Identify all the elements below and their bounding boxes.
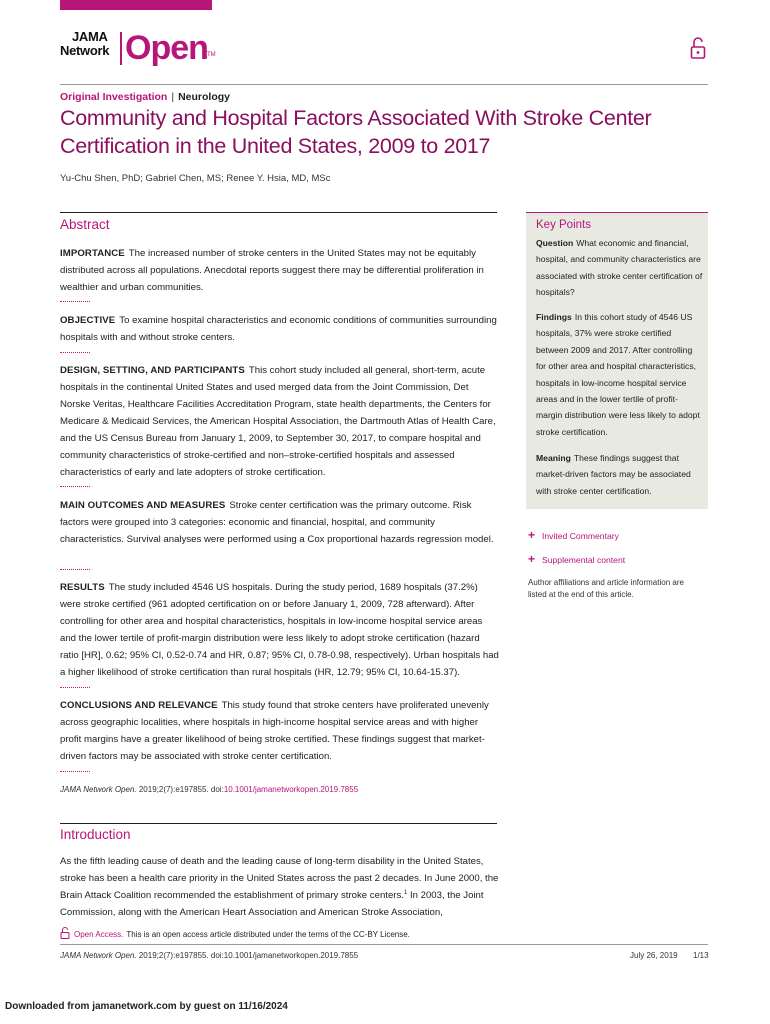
footer-citation bbox=[60, 951, 358, 960]
logo-wordmark bbox=[60, 30, 109, 58]
author-affiliations-note: Author affiliations and article information are listed at the end of this article. bbox=[528, 578, 684, 599]
section-divider bbox=[60, 687, 90, 688]
open-access-text: This is an open access article distributed under the terms of the CC-BY License. bbox=[126, 930, 410, 939]
plus-icon: + bbox=[528, 528, 536, 542]
article-section[interactable]: Neurology bbox=[178, 91, 231, 103]
article-kicker bbox=[60, 91, 230, 103]
key-point-text: What economic and financial, hospital, and community characteristics are associated with stroke center certification of hospitals? bbox=[536, 238, 703, 298]
key-point-meaning bbox=[536, 450, 704, 499]
footer-date: July 26, 2019 bbox=[630, 951, 678, 960]
article-type[interactable]: Original Investigation bbox=[60, 91, 168, 103]
abstract-conclusions bbox=[60, 697, 500, 765]
key-points-box bbox=[526, 212, 708, 509]
key-point-text: In this cohort study of 4546 US hospitals, 37% were stroke certified between 2009 and 2017. After controlling for other area and hospital characteristics, hospitals in low-income hospital service areas and in the lower tertile of profit-margin distribution were less likely to adopt stroke certification. bbox=[536, 312, 700, 437]
invited-commentary-link[interactable] bbox=[528, 528, 619, 542]
kicker-separator: | bbox=[171, 91, 175, 103]
abstract-results bbox=[60, 579, 500, 681]
footer-page-number: 1/13 bbox=[693, 951, 709, 960]
key-point-question bbox=[536, 235, 704, 301]
header-rule bbox=[60, 84, 708, 85]
supplemental-content-link[interactable] bbox=[528, 552, 625, 566]
footer-rule bbox=[60, 944, 708, 945]
section-label: MAIN OUTCOMES AND MEASURES bbox=[60, 500, 226, 511]
download-stamp: Downloaded from jamanetwork.com by guest on 11/16/2024 bbox=[5, 1001, 288, 1012]
intro-text-part1: As the fifth leading cause of death and the leading cause of long-term disability in the United States, stroke has been a health care priority in the United States across the past 2 decades. In June 2000, the Brain Attack Coalition recommended the establishment of primary stroke centers. bbox=[60, 856, 499, 901]
citation-ref: 2019;2(7):e197855. doi: bbox=[136, 785, 224, 794]
footer-journal: JAMA Network Open. bbox=[60, 951, 137, 960]
supplemental-content-label: Supplemental content bbox=[542, 555, 626, 565]
key-point-findings bbox=[536, 309, 704, 440]
section-divider bbox=[60, 301, 90, 302]
open-lock-icon[interactable] bbox=[690, 36, 706, 60]
jama-network-open-logo[interactable] bbox=[60, 30, 260, 70]
key-point-label: Question bbox=[536, 238, 574, 248]
section-text: This study found that stroke centers have proliferated unevenly across geographic localities, where hospitals in high-income hospital service areas and with higher profit margins have a greater likelihood of being stroke certified. These findings suggest that market-driven factors may be associated with stroke center certification. bbox=[60, 700, 489, 762]
abstract-objective bbox=[60, 312, 500, 346]
key-points-heading: Key Points bbox=[536, 219, 591, 231]
section-text: This cohort study included all general, short-term, acute hospitals in the continental United States and used merged data from the Joint Commission, Det Norske Veritas, Healthcare Facilities Accreditation Program, state health departments, the Centers for Medicare & Medicaid Services, the American Hospital Association, the Dartmouth Atlas of Health Care, and the US Census Bureau from January 1, 2009, to September 30, 2017, to compare hospital and community characteristics of stroke-certified and non–stroke-certified hospitals and assessed characteristics of early and late adopters of stroke certification. bbox=[60, 365, 496, 478]
citation-doi-link[interactable]: 10.1001/jamanetworkopen.2019.7855 bbox=[223, 785, 359, 794]
section-divider bbox=[60, 486, 90, 487]
abstract-design bbox=[60, 362, 500, 481]
abstract-outcomes bbox=[60, 497, 500, 548]
section-divider bbox=[60, 771, 90, 772]
section-divider bbox=[60, 352, 90, 353]
section-text: The study included 4546 US hospitals. During the study period, 1689 hospitals (37.2%) were stroke certified (961 adopted certification on or before January 1, 2009, 728 afterward). After controlling for other area and hospital characteristics, hospitals in low-income hospital service areas and the lower tertile of profit-margin distribution were less likely to adopt stroke certification (hazard ratio [HR], 0.62; 95% CI, 0.52-0.74 and HR, 0.87; 95% CI, 0.78-0.98, respectively). Urban hospitals had a higher likelihood of stroke certification than rural hospitals (HR, 12.79; 95% CI, 10.64-15.37). bbox=[60, 582, 499, 678]
section-label: CONCLUSIONS AND RELEVANCE bbox=[60, 700, 218, 711]
introduction-heading-text: Introduction bbox=[60, 827, 131, 842]
abstract-importance bbox=[60, 245, 500, 296]
introduction-paragraph bbox=[60, 853, 500, 921]
citation-journal: JAMA Network Open. bbox=[60, 785, 137, 794]
article-authors: Yu-Chu Shen, PhD; Gabriel Chen, MS; Renee Y. Hsia, MD, MSc bbox=[60, 173, 331, 184]
logo-divider bbox=[120, 32, 122, 65]
key-point-label: Meaning bbox=[536, 453, 571, 463]
open-access-lock-icon bbox=[60, 927, 70, 939]
article-title: Community and Hospital Factors Associated With Stroke Center Certification in the United States, 2009 to 2017 bbox=[60, 106, 652, 158]
open-access-line bbox=[60, 927, 410, 939]
open-access-label[interactable]: Open Access. bbox=[74, 930, 124, 939]
introduction-heading bbox=[60, 823, 497, 848]
abstract-citation bbox=[60, 785, 358, 794]
logo-jama: JAMA bbox=[72, 29, 108, 44]
invited-commentary-label: Invited Commentary bbox=[542, 531, 619, 541]
intro-text-part2: In 2003, the Joint Commission, along with the American Heart Association and American Stroke Association, bbox=[60, 890, 484, 918]
plus-icon: + bbox=[528, 552, 536, 566]
abstract-heading-text: Abstract bbox=[60, 217, 110, 232]
logo-open: Open bbox=[125, 29, 208, 67]
logo-trademark: TM bbox=[207, 52, 216, 58]
key-point-text: These findings suggest that market-driven factors may be associated with stroke center certification. bbox=[536, 453, 691, 496]
section-label: RESULTS bbox=[60, 582, 105, 593]
section-text: To examine hospital characteristics and economic conditions of communities surrounding hospitals with and without stroke centers. bbox=[60, 315, 497, 343]
reference-superscript[interactable]: 1 bbox=[403, 889, 408, 896]
key-point-label: Findings bbox=[536, 312, 572, 322]
brand-top-bar bbox=[60, 0, 212, 10]
section-label: IMPORTANCE bbox=[60, 248, 125, 259]
abstract-heading bbox=[60, 212, 497, 239]
section-divider bbox=[60, 569, 90, 570]
section-text: Stroke center certification was the primary outcome. Risk factors were grouped into 3 categories: economic and financial, hospital, and community characteristics. Survival analyses were performed using a Cox proportional hazards regression model. bbox=[60, 500, 494, 545]
logo-network: Network bbox=[60, 43, 110, 58]
section-label: OBJECTIVE bbox=[60, 315, 116, 326]
section-text: The increased number of stroke centers in the United States may not be equitably distributed across all populations. Anecdotal reports suggest there may be differential proliferation in wealthier and urban communities. bbox=[60, 248, 484, 293]
footer-ref: 2019;2(7):e197855. doi:10.1001/jamanetworkopen.2019.7855 bbox=[136, 951, 359, 960]
section-label: DESIGN, SETTING, AND PARTICIPANTS bbox=[60, 365, 245, 376]
